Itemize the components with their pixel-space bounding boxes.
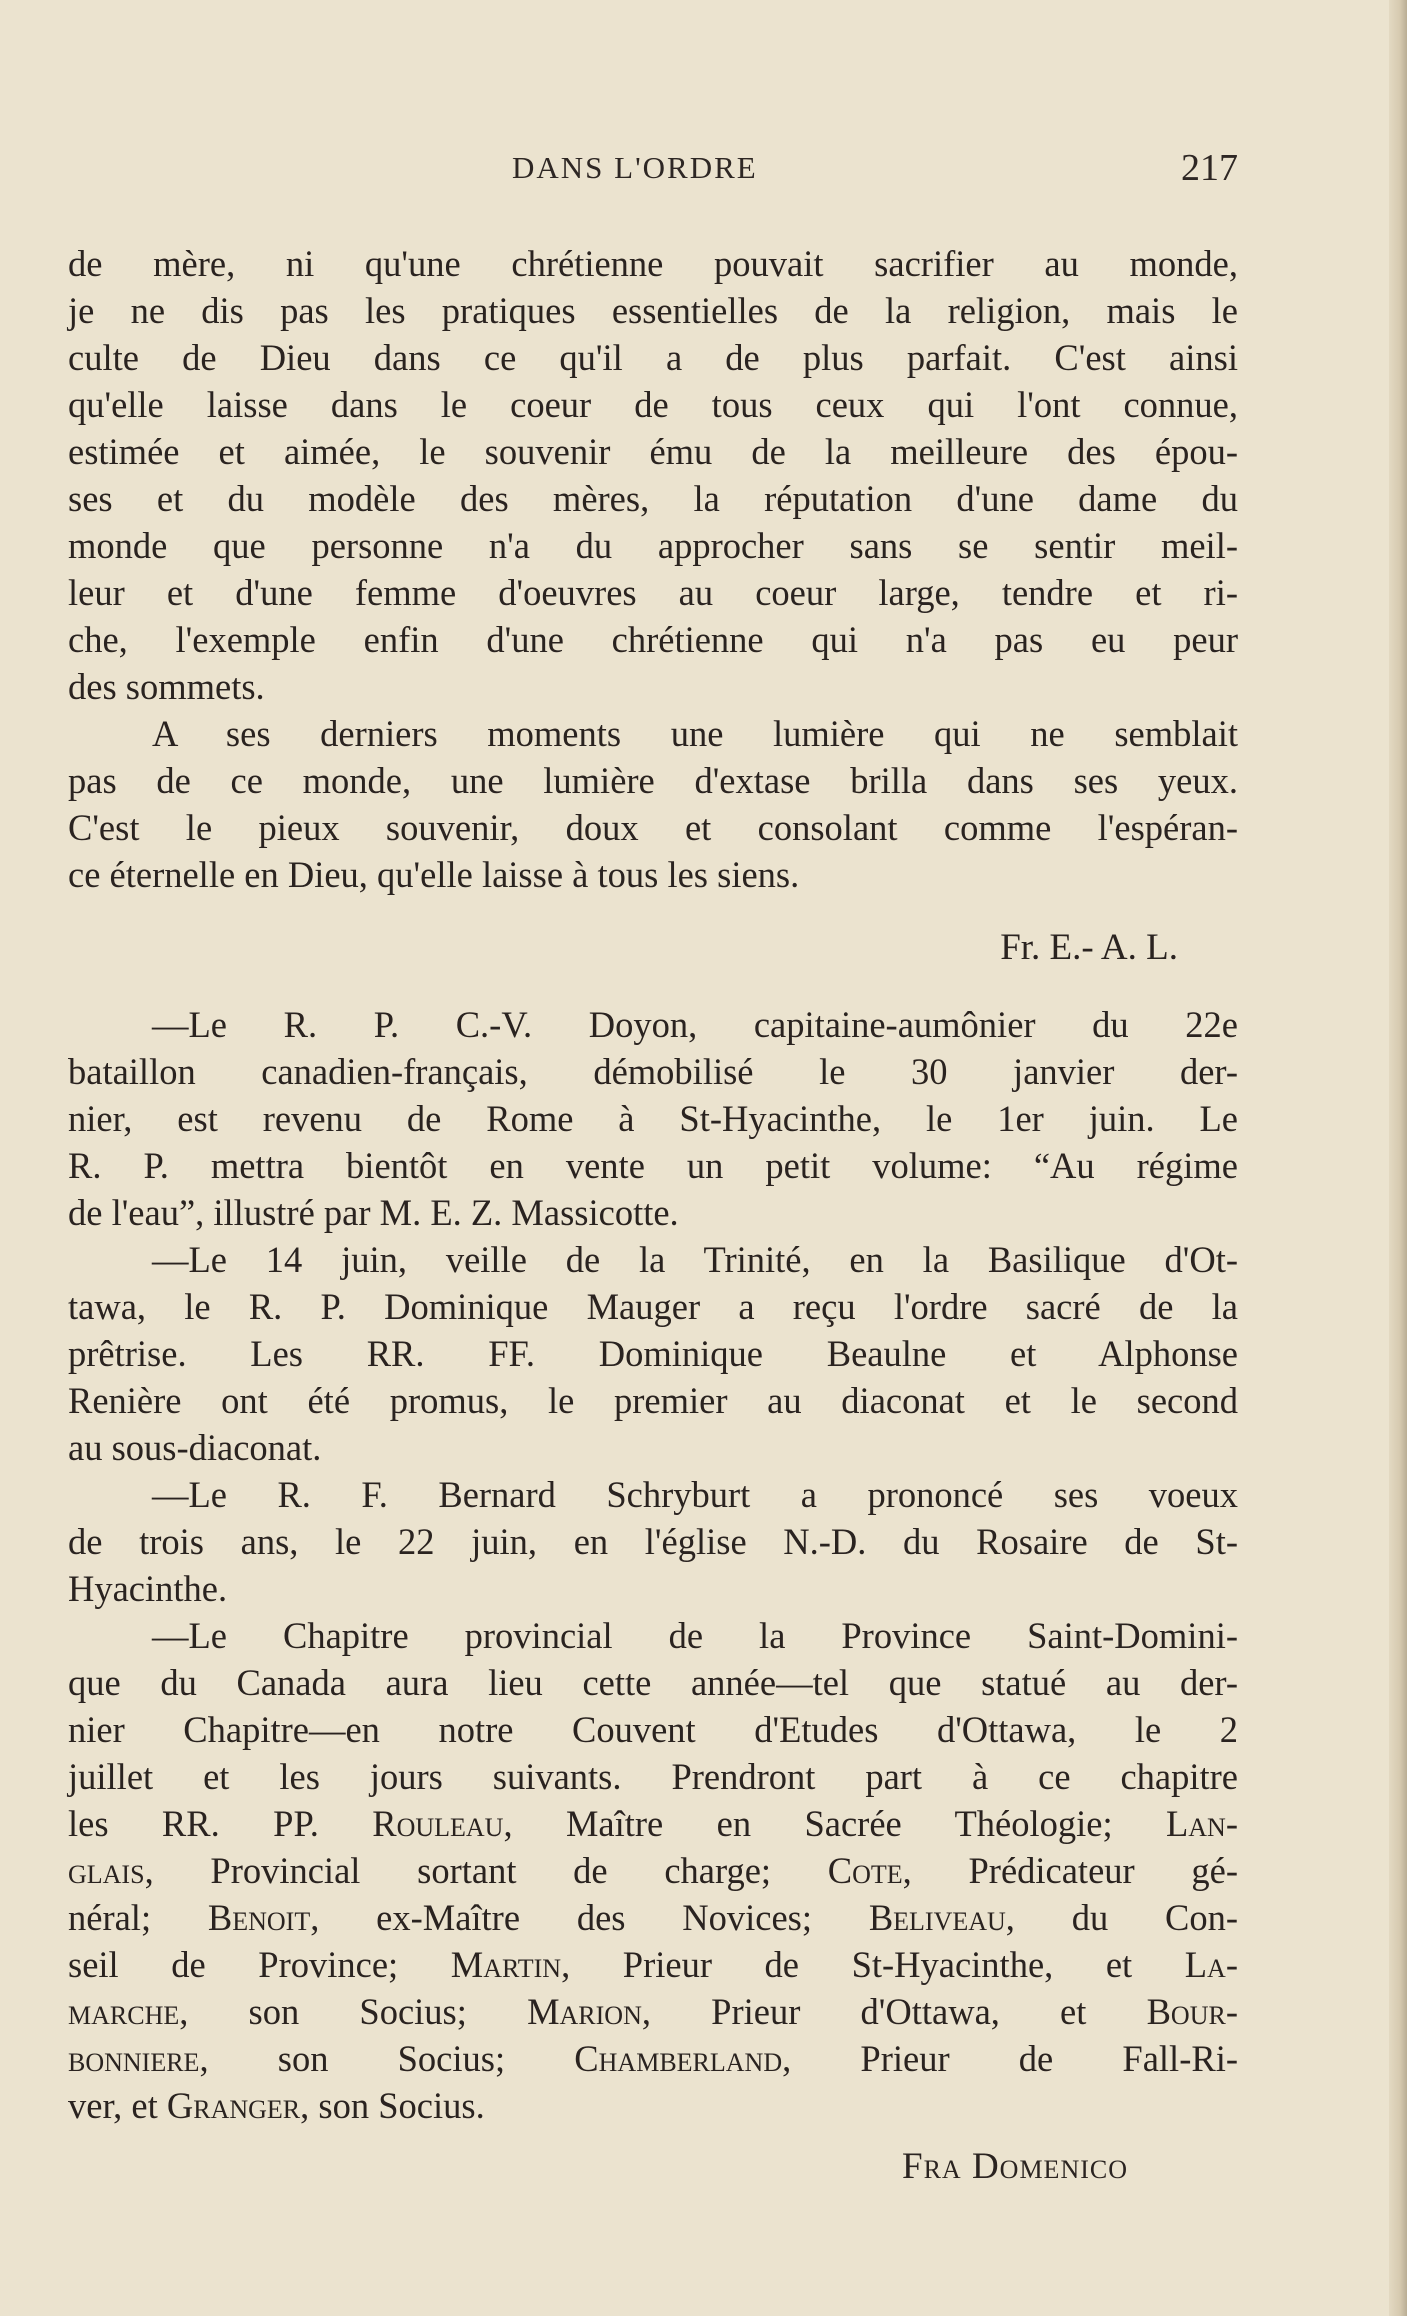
person-name: bonniere xyxy=(68,2038,200,2079)
text-line xyxy=(68,2035,1238,2082)
text-line: pas de ce monde, une lumière d'extase brilla dans ses yeux. xyxy=(68,760,1238,801)
text-line: ce éternelle en Dieu, qu'elle laisse à tous les siens. xyxy=(68,854,800,895)
text-line xyxy=(68,2082,1238,2129)
text-run: , son Socius. xyxy=(300,2085,485,2126)
person-name: Benoit xyxy=(207,1897,311,1938)
body-text xyxy=(68,240,1238,2190)
page-edge xyxy=(1389,0,1407,2316)
text-line: au sous-diaconat. xyxy=(68,1427,322,1468)
text-run: néral; xyxy=(68,1897,208,1938)
running-head xyxy=(68,147,1238,194)
text-line: monde que personne n'a du approcher sans se sentir meil- xyxy=(68,525,1238,566)
text-line: C'est le pieux souvenir, doux et consolant comme l'espéran- xyxy=(68,807,1238,848)
text-run: les RR. PP. xyxy=(68,1803,373,1844)
text-line: je ne dis pas les pratiques essentielles de la religion, mais le xyxy=(68,290,1238,331)
text-line: nier, est revenu de Rome à St-Hyacinthe, le 1er juin. Le xyxy=(68,1098,1238,1139)
text-run: , son Socius; xyxy=(199,2038,575,2079)
signature-fra-domenico: Fra Domenico xyxy=(902,2146,1128,2187)
text-line: che, l'exemple enfin d'une chrétienne qui n'a pas eu peur xyxy=(68,619,1238,660)
text-line: —Le R. P. C.-V. Doyon, capitaine-aumônier du 22e xyxy=(152,1004,1238,1045)
news-item-chapter xyxy=(68,1612,1238,2129)
person-name: Granger xyxy=(166,2085,301,2126)
news-item-ordination xyxy=(68,1236,1238,1471)
person-name: Bour- xyxy=(1146,1991,1238,2032)
text-line: qu'elle laisse dans le coeur de tous ceux qui l'ont connue, xyxy=(68,384,1238,425)
person-name: Cote xyxy=(827,1850,903,1891)
news-item-vows xyxy=(68,1471,1238,1612)
text-run: seil de Province; xyxy=(68,1944,451,1985)
paragraph-last-moments xyxy=(68,710,1238,898)
text-run: , Prieur de Fall-Ri- xyxy=(782,2038,1238,2079)
text-line: culte de Dieu dans ce qu'il a de plus parfait. C'est ainsi xyxy=(68,337,1238,378)
paragraph-memorial xyxy=(68,240,1238,710)
person-name: Lan- xyxy=(1165,1803,1238,1844)
text-line: —Le 14 juin, veille de la Trinité, en la Basilique d'Ot- xyxy=(152,1239,1238,1280)
text-line: Hyacinthe. xyxy=(68,1568,228,1609)
signature-author: Fr. E.- A. L. xyxy=(1000,927,1178,968)
person-name: glais xyxy=(68,1850,145,1891)
text-run: , Prieur de St-Hyacinthe, et xyxy=(561,1944,1185,1985)
text-line: leur et d'une femme d'oeuvres au coeur large, tendre et ri- xyxy=(68,572,1238,613)
text-line: juillet et les jours suivants. Prendront part à ce chapitre xyxy=(68,1756,1238,1797)
text-line: ses et du modèle des mères, la réputation d'une dame du xyxy=(68,478,1238,519)
person-name: Chamberland xyxy=(574,2038,783,2079)
text-line: de mère, ni qu'une chrétienne pouvait sacrifier au monde, xyxy=(68,243,1238,284)
person-name: La- xyxy=(1184,1944,1238,1985)
text-run: , Provincial sortant de charge; xyxy=(144,1850,828,1891)
text-line: A ses derniers moments une lumière qui ne semblait xyxy=(152,713,1238,754)
text-line xyxy=(68,1847,1238,1894)
text-run: , Prieur d'Ottawa, et xyxy=(641,1991,1147,2032)
text-line: bataillon canadien-français, démobilisé le 30 janvier der- xyxy=(68,1051,1238,1092)
text-line: —Le R. F. Bernard Schryburt a prononcé ses voeux xyxy=(152,1474,1238,1515)
page-number: 217 xyxy=(1181,147,1238,189)
text-run: , son Socius; xyxy=(179,1991,528,2032)
text-line: Renière ont été promus, le premier au diaconat et le second xyxy=(68,1380,1238,1421)
text-line: estimée et aimée, le souvenir ému de la meilleure des épou- xyxy=(68,431,1238,472)
text-line: que du Canada aura lieu cette année—tel que statué au der- xyxy=(68,1662,1238,1703)
text-line: tawa, le R. P. Dominique Mauger a reçu l'ordre sacré de la xyxy=(68,1286,1238,1327)
text-line: de trois ans, le 22 juin, en l'église N.-D. du Rosaire de St- xyxy=(68,1521,1238,1562)
text-run: , ex-Maître des Novices; xyxy=(310,1897,869,1938)
text-line xyxy=(68,1894,1238,1941)
text-line xyxy=(68,1941,1238,1988)
text-line xyxy=(68,1988,1238,2035)
text-run: , Maître en Sacrée Théologie; xyxy=(503,1803,1166,1844)
person-name: Rouleau xyxy=(372,1803,504,1844)
text-run: , du Con- xyxy=(1005,1897,1239,1938)
person-name: Marion xyxy=(527,1991,642,2032)
text-line xyxy=(68,1800,1238,1847)
text-line: prêtrise. Les RR. FF. Dominique Beaulne et Alphonse xyxy=(68,1333,1238,1374)
text-line: de l'eau”, illustré par M. E. Z. Massicotte. xyxy=(68,1192,679,1233)
text-run: ver, et xyxy=(68,2085,167,2126)
text-line: R. P. mettra bientôt en vente un petit volume: “Au régime xyxy=(68,1145,1238,1186)
person-name: Beliveau xyxy=(868,1897,1006,1938)
person-name: Martin xyxy=(450,1944,562,1985)
running-title: DANS L'ORDRE xyxy=(512,150,758,185)
text-line: des sommets. xyxy=(68,666,265,707)
text-run: , Prédicateur gé- xyxy=(902,1850,1238,1891)
text-line: —Le Chapitre provincial de la Province Saint-Domini- xyxy=(152,1615,1238,1656)
person-name: marche xyxy=(68,1991,180,2032)
text-line: nier Chapitre—en notre Couvent d'Etudes d'Ottawa, le 2 xyxy=(68,1709,1238,1750)
news-item-doyon xyxy=(68,1001,1238,1236)
